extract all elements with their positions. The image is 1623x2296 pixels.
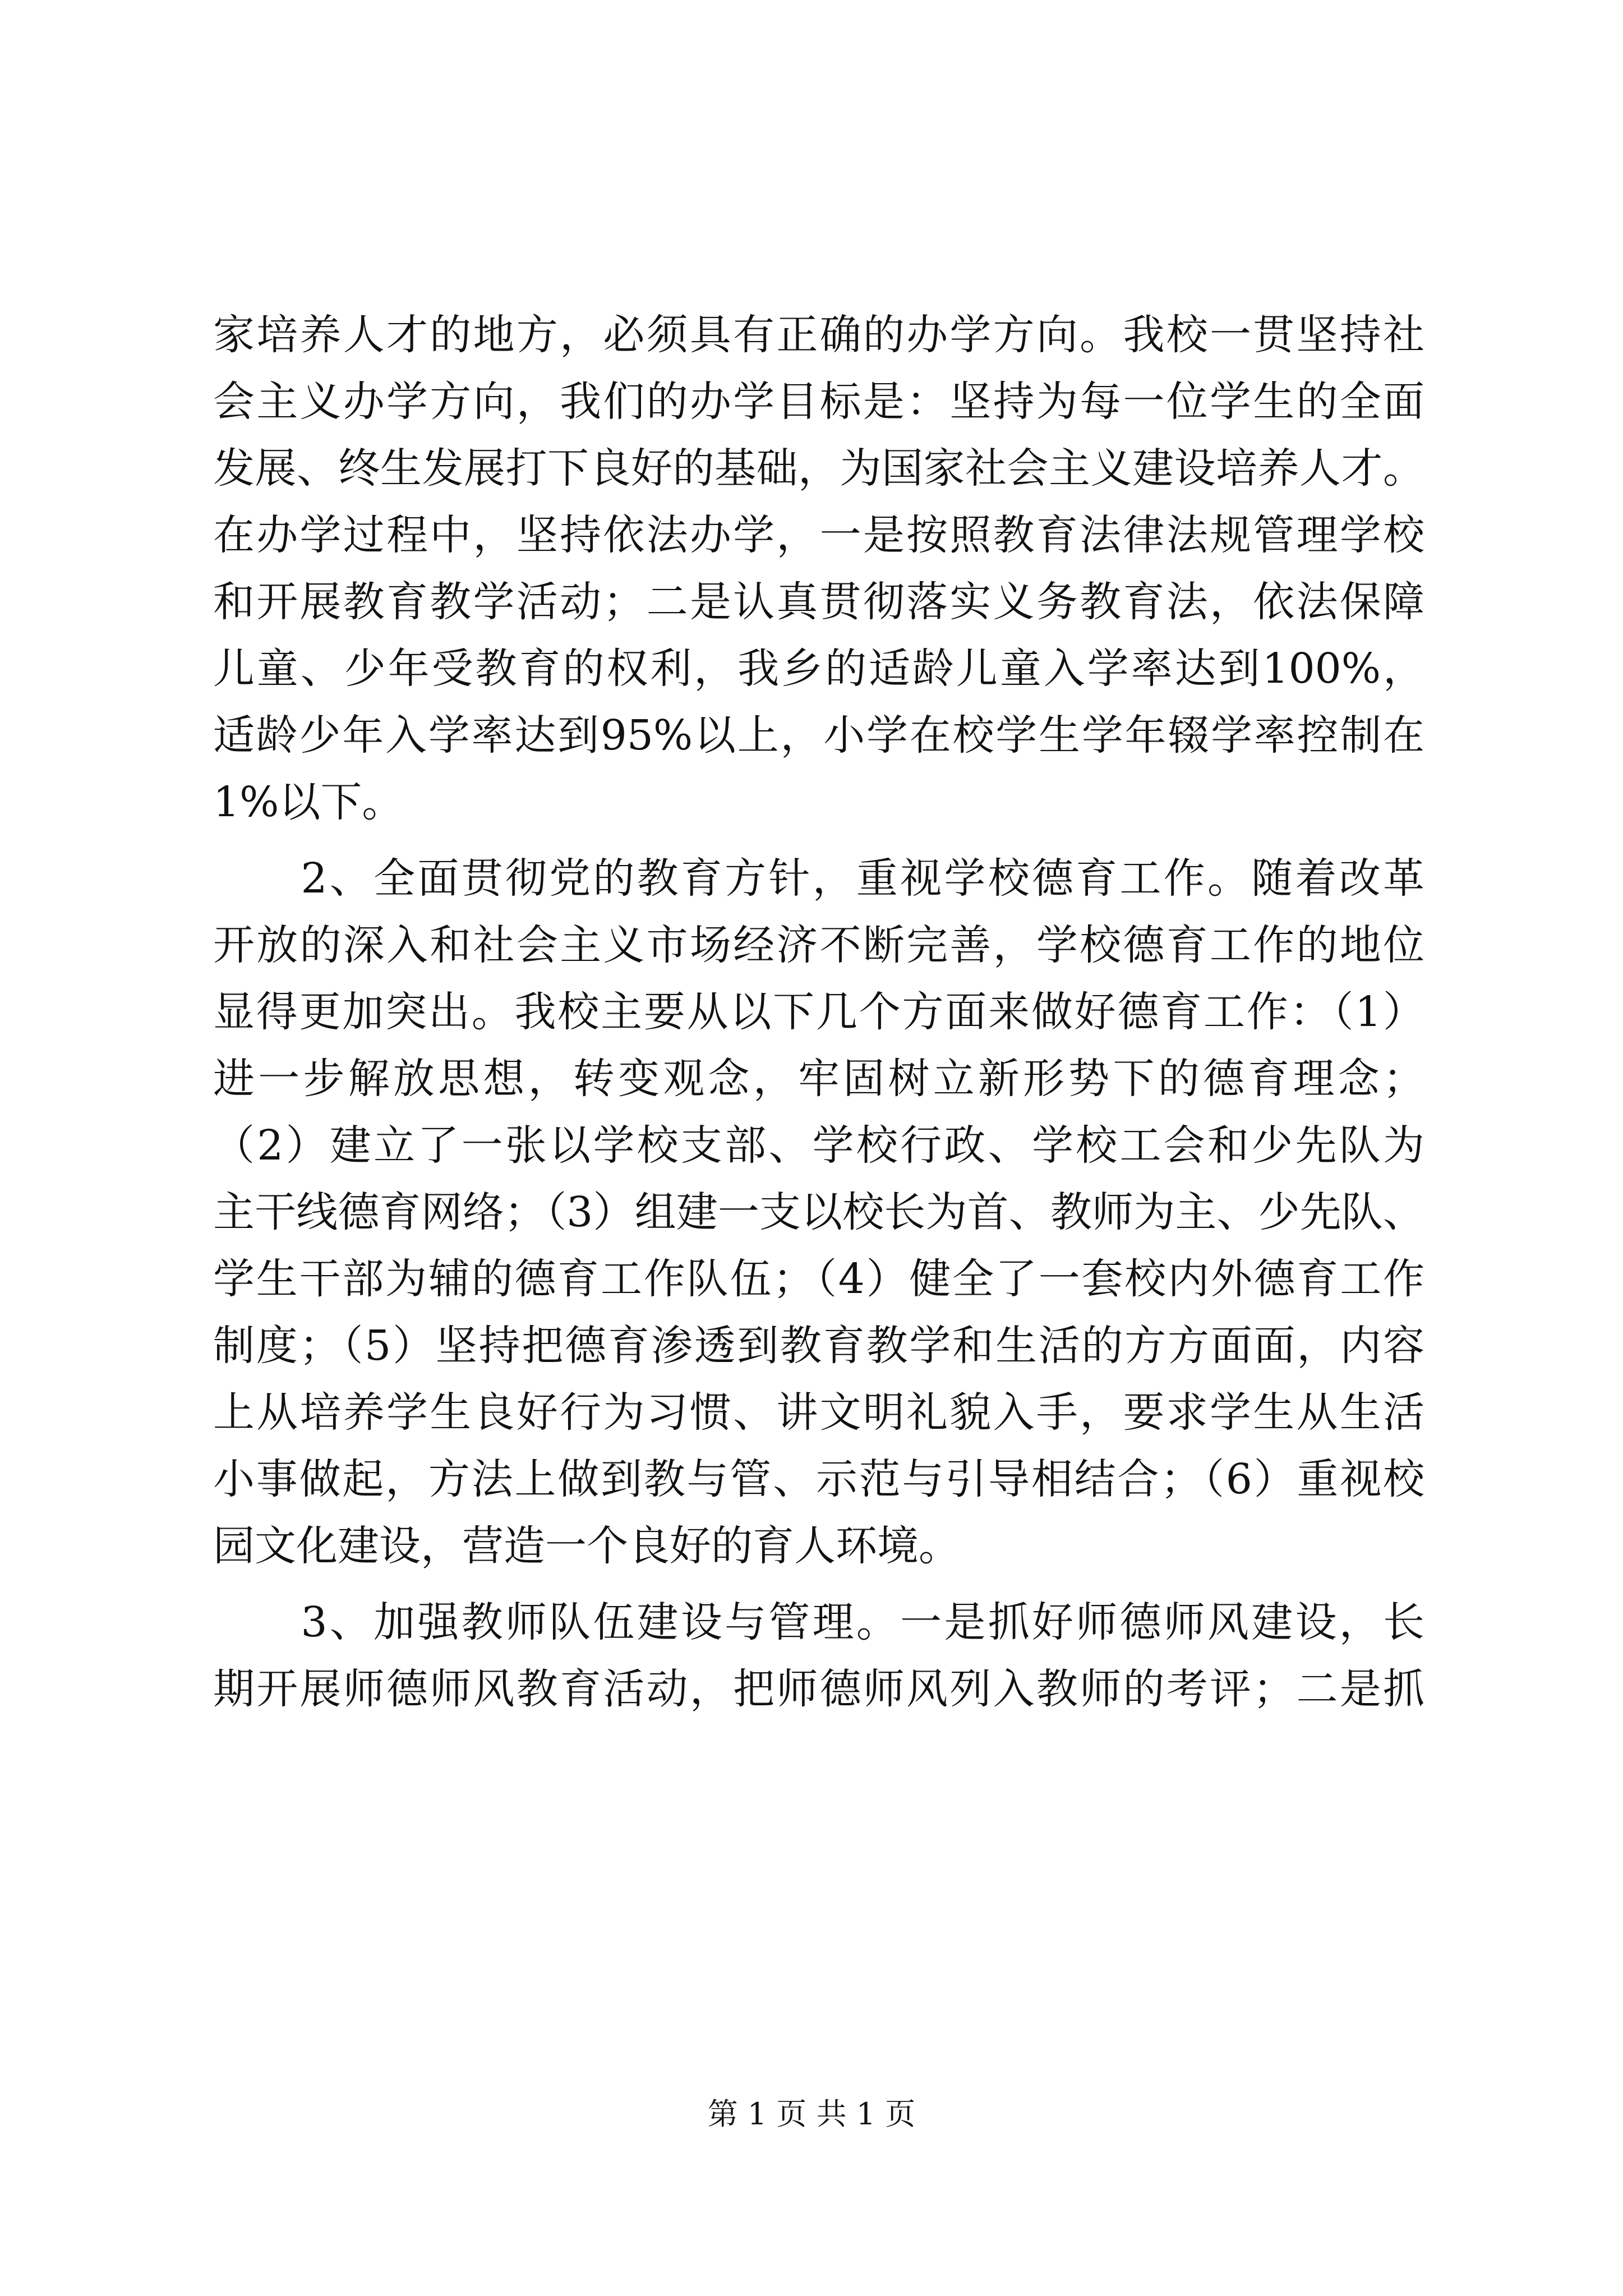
text-line: 期开展师德师风教育活动，把师德师风列入教师的考评；二是抓 (213, 1665, 1424, 1713)
text-line: 3、加强教师队伍建设与管理。一是抓好师德师风建设，长 (213, 1598, 1424, 1646)
text-line: 儿童、少年受教育的权利，我乡的适龄儿童入学率达到100%， (213, 645, 1424, 693)
text-line: 制度；（5）坚持把德育渗透到教育教学和生活的方方面面，内容 (213, 1322, 1424, 1370)
text-line: 小事做起，方法上做到教与管、示范与引导相结合；（6）重视校 (213, 1455, 1424, 1503)
text-line: 家培养人才的地方，必须具有正确的办学方向。我校一贯坚持社 (213, 311, 1424, 359)
page-number: 第 1 页 共 1 页 (707, 2096, 916, 2132)
text-line: 园文化建设，营造一个良好的育人环境。 (213, 1522, 960, 1570)
text-line: 会主义办学方向，我们的办学目标是：坚持为每一位学生的全面 (213, 378, 1424, 426)
text-line: 发展、终生发展打下良好的基础，为国家社会主义建设培养人才。 (213, 444, 1424, 493)
text-line: 适龄少年入学率达到95%以上，小学在校学生学年辍学率控制在 (213, 711, 1424, 760)
document-body (213, 302, 1424, 1723)
text-line: 和开展教育教学活动；二是认真贯彻落实义务教育法，依法保障 (213, 578, 1424, 626)
text-line: 上从培养学生良好行为习惯、讲文明礼貌入手，要求学生从生活 (213, 1388, 1424, 1437)
text-line: 开放的深入和社会主义市场经济不断完善，学校德育工作的地位 (213, 921, 1424, 969)
text-line: 在办学过程中，坚持依法办学，一是按照教育法律法规管理学校 (213, 511, 1424, 559)
text-line: 进一步解放思想，转变观念，牢固树立新形势下的德育理念； (213, 1055, 1424, 1103)
text-line: （2）建立了一张以学校支部、学校行政、学校工会和少先队为 (213, 1121, 1424, 1170)
text-line: 主干线德育网络；（3）组建一支以校长为首、教师为主、少先队、 (213, 1188, 1424, 1236)
text-line: 2、全面贯彻党的教育方针，重视学校德育工作。随着改革 (213, 854, 1424, 903)
text-line: 显得更加突出。我校主要从以下几个方面来做好德育工作：（1） (213, 988, 1424, 1036)
text-line: 1%以下。 (213, 778, 404, 826)
text-line: 学生干部为辅的德育工作队伍；（4）健全了一套校内外德育工作 (213, 1255, 1424, 1303)
